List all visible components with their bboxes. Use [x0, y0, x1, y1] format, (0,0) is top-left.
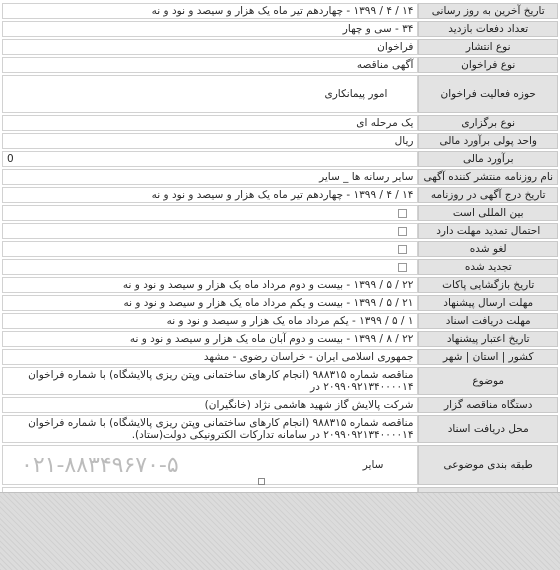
label-renewed: تجدید شده	[418, 259, 558, 275]
label-validity-date: تاریخ اعتبار پیشنهاد	[418, 331, 558, 347]
row-subject	[2, 367, 558, 395]
row-newspaper	[2, 169, 558, 185]
row-publish-type	[2, 39, 558, 55]
label-submit-deadline: مهلت ارسال پیشنهاد	[418, 295, 558, 311]
international-checkbox	[398, 209, 407, 218]
label-visit-count: تعداد دفعات بازدید	[418, 21, 558, 37]
row-validity-date	[2, 331, 558, 347]
value-opening-date: ۲۲ / ۵ / ۱۳۹۹ - بیست و دوم مرداد ماه یک هزار و سیصد و نود و نه	[2, 277, 418, 293]
value-international	[2, 205, 418, 221]
category-text: سایر	[362, 459, 384, 471]
row-cancelled	[2, 241, 558, 257]
row-visit-count	[2, 21, 558, 37]
cancelled-checkbox	[398, 245, 407, 254]
row-location	[2, 349, 558, 365]
value-submit-deadline: ۲۱ / ۵ / ۱۳۹۹ - بیست و یکم مرداد ماه یک هزار و سیصد و نود و نه	[2, 295, 418, 311]
label-activity-field: حوزه فعالیت فراخوان	[418, 75, 558, 113]
label-category: طبقه بندی موضوعی	[418, 445, 558, 485]
extension-checkbox	[398, 227, 407, 236]
row-international	[2, 205, 558, 221]
label-call-type: نوع فراخوان	[418, 57, 558, 73]
value-publish-type: فراخوان	[2, 39, 418, 55]
tender-details-table	[2, 1, 558, 509]
label-publish-type: نوع انتشار	[418, 39, 558, 55]
label-international: بین المللی است	[418, 205, 558, 221]
page-footer-band	[0, 492, 560, 570]
label-subject: موضوع	[418, 367, 558, 395]
row-renewed	[2, 259, 558, 275]
row-activity-field	[2, 75, 558, 113]
row-submit-deadline	[2, 295, 558, 311]
row-opening-date	[2, 277, 558, 293]
value-extension	[2, 223, 418, 239]
value-location: جمهوری اسلامی ایران - خراسان رضوی - مشهد	[2, 349, 418, 365]
row-docs-place	[2, 415, 558, 443]
value-organizer: شرکت پالایش گاز شهید هاشمی نژاد (خانگیران)	[2, 397, 418, 413]
value-visit-count: ۳۴ - سی و چهار	[2, 21, 418, 37]
value-last-update: ۱۴ / ۴ / ۱۳۹۹ - چهاردهم تیر ماه یک هزار و سیصد و نود و نه	[2, 3, 418, 19]
label-location: کشور | استان | شهر	[418, 349, 558, 365]
label-organizer: دستگاه مناقصه گزار	[418, 397, 558, 413]
label-opening-date: تاریخ بازگشایی پاکات	[418, 277, 558, 293]
label-estimate: برآورد مالی	[418, 151, 558, 167]
label-newspaper: نام روزنامه منتشر کننده آگهی	[418, 169, 558, 185]
label-cancelled: لغو شده	[418, 241, 558, 257]
value-validity-date: ۲۲ / ۸ / ۱۳۹۹ - بیست و دوم آبان ماه یک هزار و سیصد و نود و نه	[2, 331, 418, 347]
label-docs-deadline: مهلت دریافت اسناد	[418, 313, 558, 329]
value-docs-place: مناقصه شماره ۹۸۸۳۱۵ (انجام کارهای ساختمانی وپتن ریزی پالایشگاه) با شماره فراخوان ۲۰۹۹۰۹۲۱۳۴۰۰۰۰۱۴ در سامانه تدارکات الکترونیکی دولت(ستاد).	[2, 415, 418, 443]
value-currency: ریال	[2, 133, 418, 149]
value-holding-type: یک مرحله ای	[2, 115, 418, 131]
label-ad-date: تاریخ درج آگهی در روزنامه	[418, 187, 558, 203]
row-extension	[2, 223, 558, 239]
row-ad-date	[2, 187, 558, 203]
contact-phone-watermark: ۰۲۱-۸۸۳۴۹۶۷۰-۵	[21, 452, 179, 478]
row-estimate	[2, 151, 558, 167]
row-organizer	[2, 397, 558, 413]
small-checkbox-marker	[258, 478, 265, 485]
value-category	[2, 445, 418, 485]
value-call-type: آگهی مناقصه	[2, 57, 418, 73]
row-docs-deadline	[2, 313, 558, 329]
value-subject: مناقصه شماره ۹۸۸۳۱۵ (انجام کارهای ساختمانی وپتن ریزی پالایشگاه) با شماره فراخوان ۲۰۹۹۰۹۲۱۳۴۰۰۰۰۱۴ در	[2, 367, 418, 395]
label-holding-type: نوع برگزاری	[418, 115, 558, 131]
value-cancelled	[2, 241, 418, 257]
value-newspaper: سایر رسانه ها _ سایر	[2, 169, 418, 185]
value-ad-date: ۱۴ / ۴ / ۱۳۹۹ - چهاردهم تیر ماه یک هزار و سیصد و نود و نه	[2, 187, 418, 203]
value-estimate: 0	[2, 151, 418, 167]
label-extension: احتمال تمدید مهلت دارد	[418, 223, 558, 239]
label-last-update: تاریخ آخرین به روز رسانی	[418, 3, 558, 19]
row-call-type	[2, 57, 558, 73]
value-docs-deadline: ۱ / ۵ / ۱۳۹۹ - یکم مرداد ماه یک هزار و سیصد و نود و نه	[2, 313, 418, 329]
label-currency: واحد پولی برآورد مالی	[418, 133, 558, 149]
renewed-checkbox	[398, 263, 407, 272]
value-activity-field: امور پیمانکاری	[2, 75, 418, 113]
row-holding-type	[2, 115, 558, 131]
label-docs-place: محل دریافت اسناد	[418, 415, 558, 443]
row-category	[2, 445, 558, 485]
row-currency	[2, 133, 558, 149]
row-last-update	[2, 3, 558, 19]
value-renewed	[2, 259, 418, 275]
